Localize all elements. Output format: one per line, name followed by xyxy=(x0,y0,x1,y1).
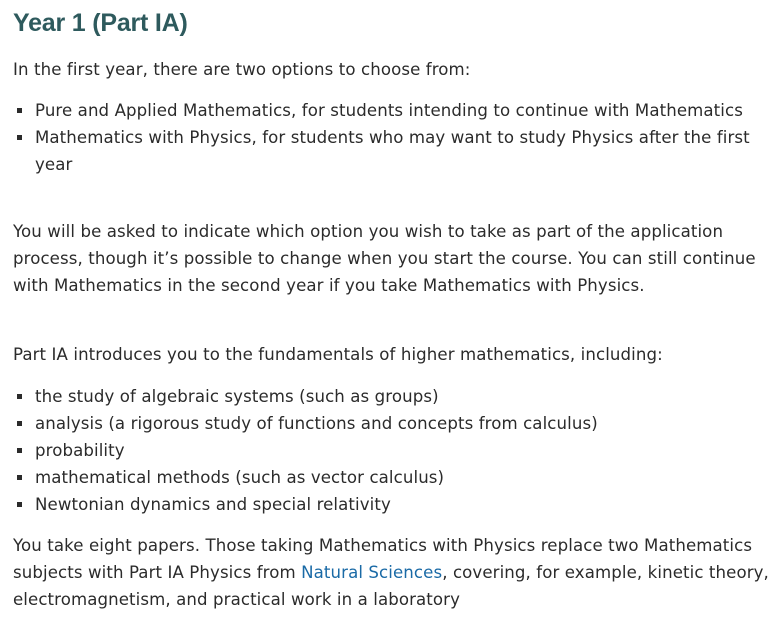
list-item: Pure and Applied Mathematics, for students intending to continue with Mathematics xyxy=(13,97,773,124)
papers-paragraph xyxy=(13,532,773,613)
page-title: Year 1 (Part IA) xyxy=(13,9,188,37)
papers-text-after-link: , covering, for example, kinetic theory, electromagnetism, and practical work in a laboratory xyxy=(13,563,769,609)
fundamentals-intro-paragraph: Part IA introduces you to the fundamentals of higher mathematics, including: xyxy=(13,345,663,364)
list-item: Mathematics with Physics, for students who may want to study Physics after the first year xyxy=(13,124,773,178)
list-item: analysis (a rigorous study of functions and concepts from calculus) xyxy=(13,410,773,437)
natural-sciences-link[interactable]: Natural Sciences xyxy=(301,563,443,582)
list-item: probability xyxy=(13,437,773,464)
intro-paragraph: In the first year, there are two options to choose from: xyxy=(13,60,471,79)
topics-list xyxy=(13,383,773,518)
list-item: mathematical methods (such as vector calculus) xyxy=(13,464,773,491)
list-item: Newtonian dynamics and special relativity xyxy=(13,491,773,518)
papers-text-before-link: You take eight papers. Those taking Mathematics with Physics replace two Mathematics subjects with Part IA Physics from xyxy=(13,536,753,582)
list-item: the study of algebraic systems (such as groups) xyxy=(13,383,773,410)
application-note-paragraph: You will be asked to indicate which option you wish to take as part of the application process, though it’s possible to change when you start the course. You can still continue with Mathematics in the second year if you take Mathematics with Physics. xyxy=(13,222,756,295)
options-list xyxy=(13,97,773,178)
